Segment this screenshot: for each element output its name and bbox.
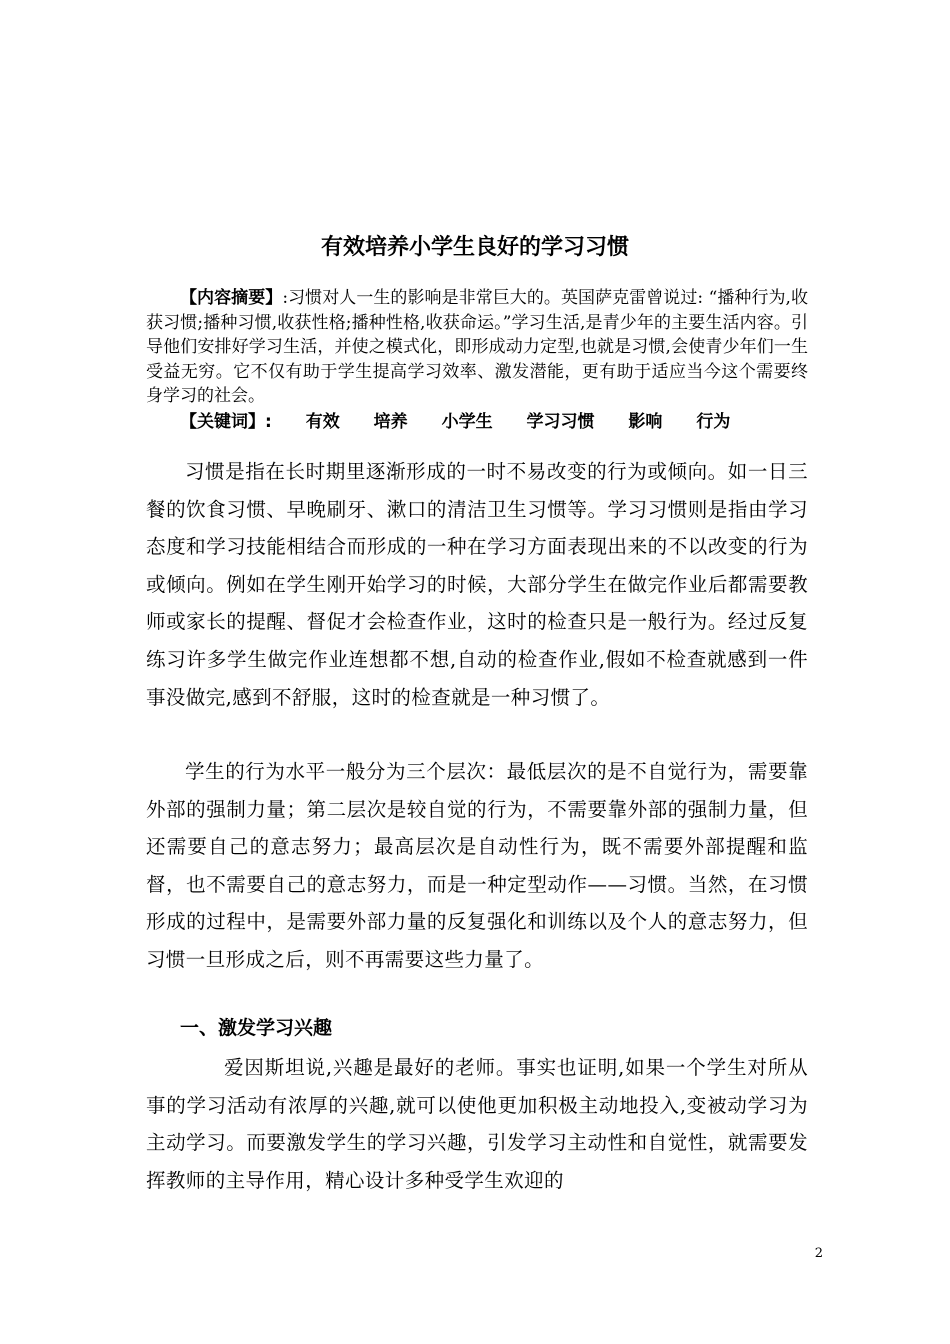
keyword: 有效: [305, 412, 340, 432]
keywords-label: 【关键词】:: [180, 412, 272, 432]
keyword: 培养: [373, 412, 408, 432]
abstract-text: :习惯对人一生的影响是非常巨大的。英国萨克雷曾说过: “播种行为,收获习惯;播种习惯,收获性格;播种性格,收获命运。”学习生活,是青少年的主要生活内容。引导他们安排好学习生活，并使之模式化，即形成动力定型,也就是习惯,会使青少年们一生受益无穷。它不仅有助于学生提高学习效率、激发潜能，更有助于适应当今这个需要终身学习的社会。: [146, 288, 809, 407]
body-paragraph: 学生的行为水平一般分为三个层次：最低层次的是不自觉行为，需要靠外部的强制力量；第二层次是较自觉的行为，不需要靠外部的强制力量，但还需要自己的意志努力；最高层次是自动性行为，既不需要外部提醒和监督，也不需要自己的意志努力，而是一种定型动作——习惯。当然，在习惯形成的过程中，是需要外部力量的反复强化和训练以及个人的意志努力，但习惯一旦形成之后，则不再需要这些力量了。: [146, 760, 808, 971]
keyword: 影响: [628, 412, 663, 432]
keyword: 行为: [696, 412, 731, 432]
section-heading: 一、激发学习兴趣: [180, 1017, 333, 1039]
body-paragraph: 习惯是指在长时期里逐渐形成的一时不易改变的行为或倾向。如一日三餐的饮食习惯、早晚刷牙、漱口的清洁卫生习惯等。学习习惯则是指由学习态度和学习技能相结合而形成的一种在学习方面表现出来的不以改变的行为或倾向。例如在学生刚开始学习的时候，大部分学生在做完作业后都需要教师或家长的提醒、督促才会检查作业，这时的检查只是一般行为。经过反复练习许多学生做完作业连想都不想,自动的检查作业,假如不检查就感到一件事没做完,感到不舒服，这时的检查就是一种习惯了。: [146, 460, 808, 709]
abstract-label: 【内容摘要】: [180, 288, 283, 308]
abstract: [146, 286, 808, 409]
keyword: 小学生: [441, 412, 493, 432]
section-paragraph: 爱因斯坦说,兴趣是最好的老师。事实也证明,如果一个学生对所从事的学习活动有浓厚的兴趣,就可以使他更加积极主动地投入,变被动学习为主动学习。而要激发学生的学习兴趣，引发学习主动性和自觉性，就需要发挥教师的主导作用，精心设计多种受学生欢迎的: [146, 1056, 808, 1192]
page-number: 2: [814, 1246, 823, 1261]
document-title: 有效培养小学生良好的学习习惯: [320, 235, 629, 260]
keyword: 学习习惯: [526, 412, 595, 432]
keywords: [180, 410, 730, 434]
